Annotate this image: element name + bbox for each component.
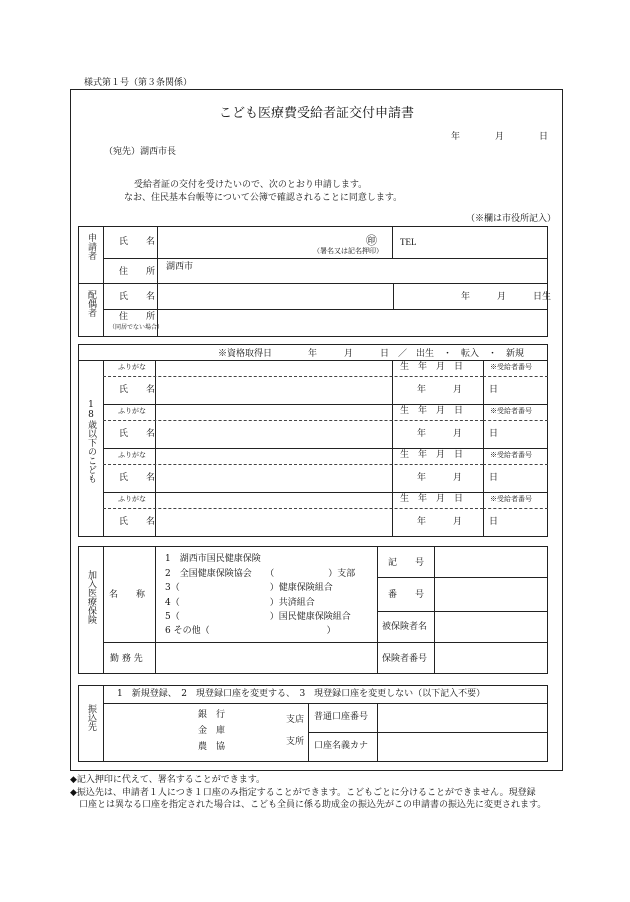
agri-label: 農 協 [198, 742, 226, 752]
workplace-input[interactable] [160, 652, 370, 666]
child-birth-date: 年 月 日 [417, 429, 499, 439]
child-furigana-label: ふりがな [118, 407, 146, 415]
credit-label: 金 庫 [198, 726, 226, 736]
insurance-option-4[interactable]: 4（ ）共済組合 [165, 598, 315, 608]
child-row-divider [103, 404, 548, 405]
child-row-divider [103, 492, 548, 493]
note-3: 口座とは異なる口座を指定された場合は、こども全員に係る助成金の振込先がこの申請書の振込先に変更されます。 [70, 800, 547, 810]
workplace-label: 勤 務 先 [110, 654, 143, 664]
child-furigana-input[interactable] [160, 362, 385, 374]
insured-input[interactable] [438, 620, 544, 634]
spouse-name-input[interactable] [162, 290, 387, 304]
child-furigana-label: ふりがな [118, 495, 146, 503]
child-birth-date: 年 月 日 [417, 473, 499, 483]
applicant-address-value: 湖西市 [166, 262, 194, 272]
date-year: 年 [451, 132, 461, 142]
child-name-label: 氏 名 [119, 385, 156, 395]
child-birth-date: 年 月 日 [417, 385, 499, 395]
child-recipient-number-label: ※受給者番号 [490, 407, 532, 415]
child-birth-label: 生 年 月 日 [400, 406, 464, 416]
intro-line-1: 受給者証の交付を受けたいので、次のとおり申請します。 [134, 180, 368, 190]
child-recipient-number-label: ※受給者番号 [490, 451, 532, 459]
child-recipient-divider [483, 420, 548, 421]
spouse-address-note: （同居でない場合） [109, 324, 164, 331]
child-birth-label: 生 年 月 日 [400, 494, 464, 504]
child-recipient-divider [483, 376, 548, 377]
child-name-label: 氏 名 [119, 473, 156, 483]
addressee: （宛先）湖西市長 [104, 147, 177, 157]
child-furigana-input[interactable] [160, 406, 385, 418]
child-recipient-divider [483, 508, 548, 509]
transfer-label: 振込先 [86, 704, 96, 731]
branch-office-label: 支所 [286, 737, 305, 747]
child-furigana-divider [103, 508, 483, 509]
intro-line-2: なお、住民基本台帳等について公簿で確認されることに同意します。 [124, 193, 403, 203]
insurance-option-1[interactable]: 1 湖西市国民健康保険 [165, 554, 261, 564]
spouse-address-input[interactable] [162, 315, 542, 329]
number-input[interactable] [438, 588, 544, 602]
child-furigana-label: ふりがな [118, 363, 146, 371]
applicant-address-label: 住 所 [119, 267, 156, 277]
child-furigana-divider [103, 420, 483, 421]
spouse-birth: 年 月 日生 [461, 292, 552, 302]
seal-note: （署名又は記名押印） [313, 247, 383, 255]
symbol-label: 記 号 [388, 558, 425, 568]
insurance-name-label: 名 称 [109, 590, 146, 600]
account-number-input[interactable] [382, 710, 542, 724]
branch-label: 支店 [286, 715, 305, 725]
tel-label: TEL [400, 237, 417, 247]
applicant-name-input[interactable] [162, 233, 362, 247]
insurer-number-label: 保険者番号 [382, 654, 428, 664]
bank-label: 銀 行 [198, 710, 226, 720]
bank-name-input[interactable] [110, 712, 190, 726]
account-number-label: 普通口座番号 [314, 712, 369, 722]
applicant-label: 申請者 [86, 233, 96, 260]
child-birth-date: 年 月 日 [417, 517, 499, 527]
child-furigana-divider [103, 376, 483, 377]
form-number: 様式第１号（第３条関係） [84, 78, 193, 88]
child-name-input[interactable] [160, 382, 385, 396]
child-birth-label: 生 年 月 日 [400, 450, 464, 460]
child-recipient-divider [483, 464, 548, 465]
insurer-number-input[interactable] [438, 652, 544, 666]
office-note: （※欄は市役所記入） [466, 214, 557, 224]
branch-name-input[interactable] [240, 712, 284, 726]
symbol-input[interactable] [438, 555, 544, 569]
child-name-input[interactable] [160, 514, 385, 528]
applicant-name-label: 氏 名 [119, 237, 156, 247]
spouse-address-label: 住 所 [119, 312, 156, 322]
insurance-option-2[interactable]: 2 全国健康保険協会 （ ）支部 [165, 569, 356, 579]
tel-input[interactable] [420, 236, 544, 250]
applicant-address-input[interactable] [200, 263, 540, 277]
insured-label: 被保険者名 [382, 622, 428, 632]
spouse-label: 配偶者 [86, 290, 96, 317]
spouse-name-label: 氏 名 [119, 292, 156, 302]
date-day: 日 [539, 132, 549, 142]
children-label: 18歳以下のこども [86, 400, 96, 483]
child-row-divider [103, 448, 548, 449]
child-furigana-label: ふりがな [118, 451, 146, 459]
number-label: 番 号 [388, 590, 425, 600]
page-title: こども医療費受給者証交付申請書 [218, 106, 414, 121]
note-1: ◆記入押印に代えて、署名することができます。 [70, 775, 266, 785]
insurance-option-5[interactable]: 5（ ）国民健康保険組合 [165, 612, 351, 622]
insurance-label: 加入医療保険 [86, 570, 96, 624]
seal-mark: ㊞ [366, 234, 377, 247]
child-name-input[interactable] [160, 470, 385, 484]
child-birth-label: 生 年 月 日 [400, 362, 464, 372]
child-furigana-divider [103, 464, 483, 465]
insurance-option-6[interactable]: 6 その他（ ） [165, 626, 336, 636]
account-name-label: 口座名義カナ [314, 741, 369, 751]
child-recipient-number-label: ※受給者番号 [490, 363, 532, 371]
date-month: 月 [495, 132, 505, 142]
account-name-input[interactable] [382, 740, 542, 754]
child-name-input[interactable] [160, 426, 385, 440]
note-2: ◆振込先は、申請者１人につき１口座のみ指定することができます。こどもごとに分けることができません。現登録 [70, 788, 536, 798]
children-header: ※資格取得日 年 月 日 ／ 出生 ・ 転入 ・ 新規 [218, 349, 525, 359]
child-name-label: 氏 名 [119, 429, 156, 439]
child-furigana-input[interactable] [160, 494, 385, 506]
child-furigana-input[interactable] [160, 450, 385, 462]
transfer-choices[interactable]: 1 新規登録、 2 現登録口座を変更する、 3 現登録口座を変更しない（以下記入不要） [117, 689, 486, 699]
insurance-option-3[interactable]: 3（ ）健康保険組合 [165, 583, 333, 593]
child-name-label: 氏 名 [119, 517, 156, 527]
child-recipient-number-label: ※受給者番号 [490, 495, 532, 503]
